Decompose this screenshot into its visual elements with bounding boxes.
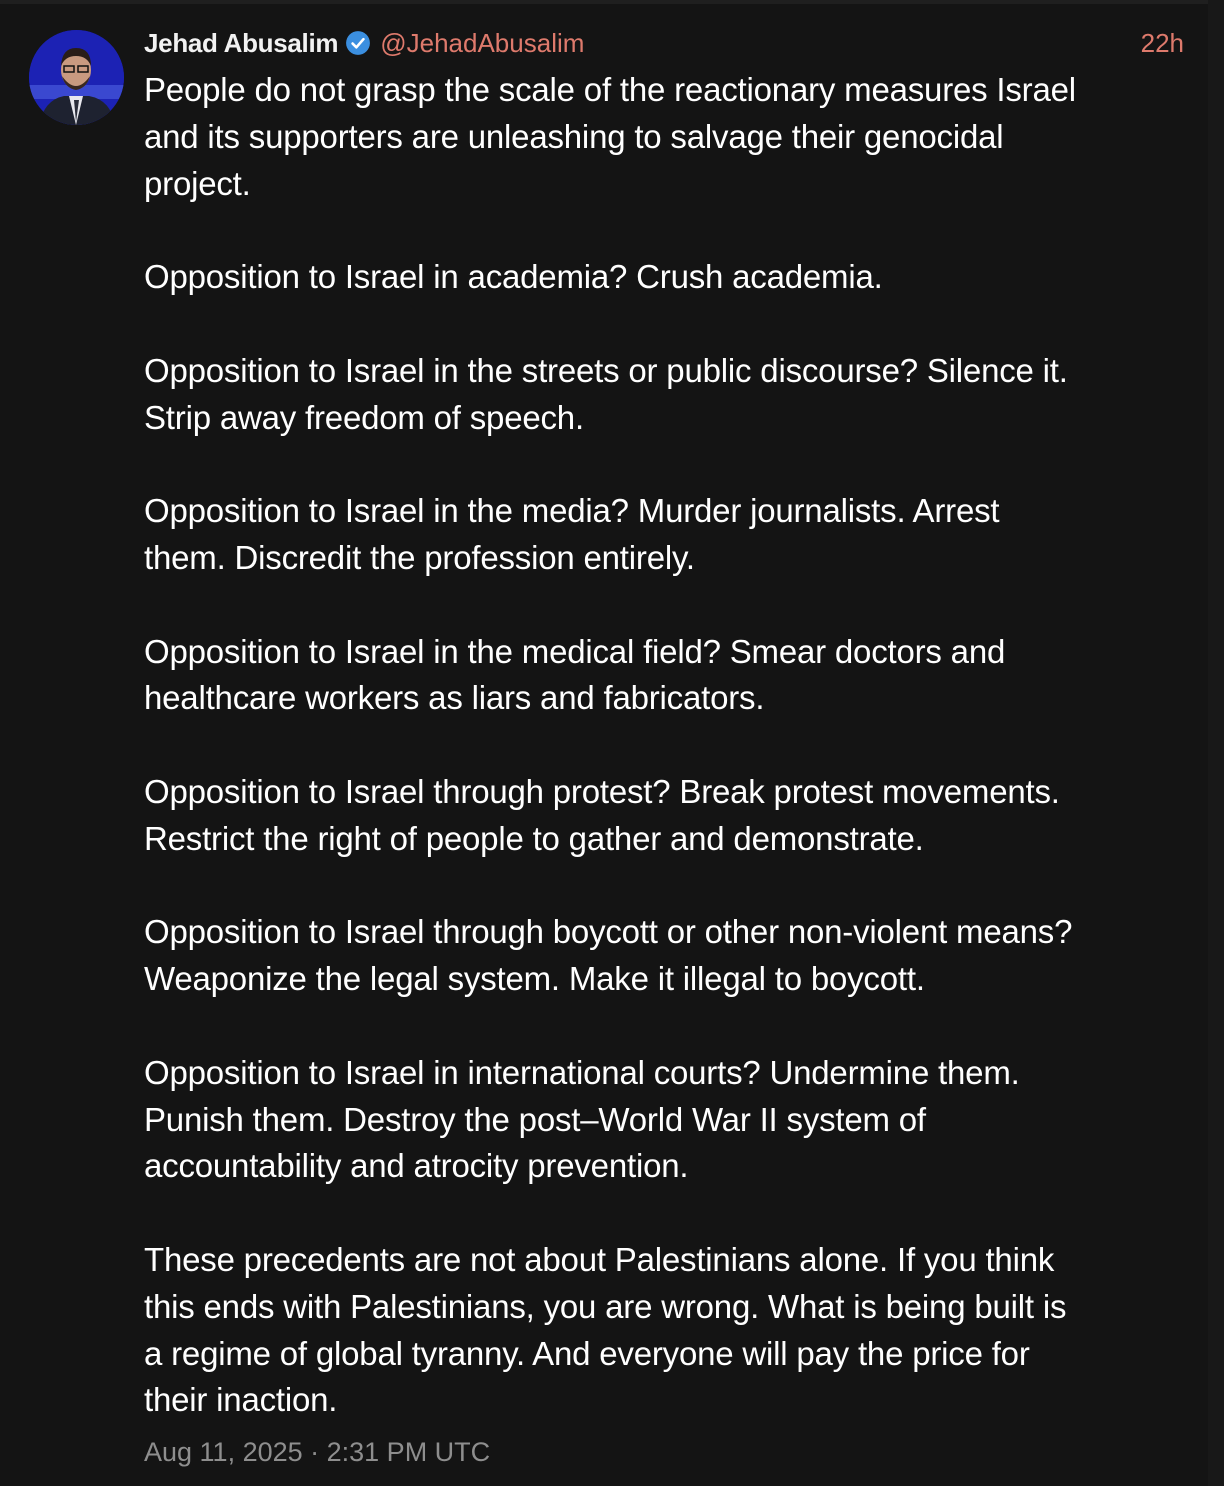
- tweet-text-line: a regime of global tyranny. And everyone will pay the price for: [144, 1334, 1030, 1372]
- tweet-text-line: Punish them. Destroy the post–World War II system of: [144, 1100, 926, 1138]
- tweet-text-line: Opposition to Israel in the media? Murder journalists. Arrest: [144, 492, 1000, 530]
- tweet-paragraph: [144, 909, 1204, 1003]
- tweet-body: [144, 67, 1204, 1471]
- verified-badge-icon: [345, 30, 371, 56]
- tweet-paragraph: [144, 1237, 1204, 1424]
- tweet-paragraph: [144, 67, 1204, 207]
- tweet-text-line: accountability and atrocity prevention.: [144, 1147, 689, 1185]
- tweet-header: [144, 26, 1184, 60]
- tweet-text-line: Opposition to Israel in the medical field? Smear doctors and: [144, 632, 1006, 670]
- relative-time[interactable]: 22h: [1140, 27, 1184, 58]
- tweet-text-line: their inaction.: [144, 1381, 338, 1419]
- tweet-text-line: healthcare workers as liars and fabricators.: [144, 679, 765, 717]
- tweet-text-line: this ends with Palestinians, you are wrong. What is being built is: [144, 1287, 1067, 1325]
- tweet-paragraph: [144, 254, 1204, 301]
- avatar[interactable]: [29, 30, 124, 125]
- tweet-timestamp[interactable]: Aug 11, 2025 · 2:31 PM UTC: [144, 1437, 491, 1467]
- right-edge: [1208, 0, 1224, 1486]
- author-name[interactable]: Jehad Abusalim: [144, 27, 339, 58]
- tweet-text-line: project.: [144, 164, 251, 202]
- top-border: [0, 0, 1224, 4]
- tweet-text-line: Weaponize the legal system. Make it illegal to boycott.: [144, 960, 925, 998]
- avatar-image-icon: [29, 30, 124, 125]
- tweet-text-line: Restrict the right of people to gather and demonstrate.: [144, 819, 924, 857]
- tweet-text-line: These precedents are not about Palestinians alone. If you think: [144, 1240, 1055, 1278]
- tweet-text-line: and its supporters are unleashing to salvage their genocidal: [144, 117, 1004, 155]
- tweet-text-line: Strip away freedom of speech.: [144, 398, 584, 436]
- author-handle[interactable]: @JehadAbusalim: [380, 27, 585, 58]
- tweet-text-line: Opposition to Israel through boycott or other non-violent means?: [144, 913, 1073, 951]
- tweet-paragraph: [144, 769, 1204, 863]
- tweet-paragraph: [144, 488, 1204, 582]
- tweet-paragraph: [144, 629, 1204, 723]
- tweet-text-line: Opposition to Israel in the streets or public discourse? Silence it.: [144, 351, 1068, 389]
- tweet-text-line: Opposition to Israel in international courts? Undermine them.: [144, 1053, 1020, 1091]
- tweet-paragraph: [144, 1050, 1204, 1190]
- tweet-paragraph: [144, 348, 1204, 442]
- tweet-text-line: Opposition to Israel through protest? Break protest movements.: [144, 772, 1060, 810]
- tweet-text-line: them. Discredit the profession entirely.: [144, 538, 695, 576]
- tweet-text-line: People do not grasp the scale of the reactionary measures Israel: [144, 71, 1076, 108]
- tweet-text-line: Opposition to Israel in academia? Crush academia.: [144, 258, 883, 296]
